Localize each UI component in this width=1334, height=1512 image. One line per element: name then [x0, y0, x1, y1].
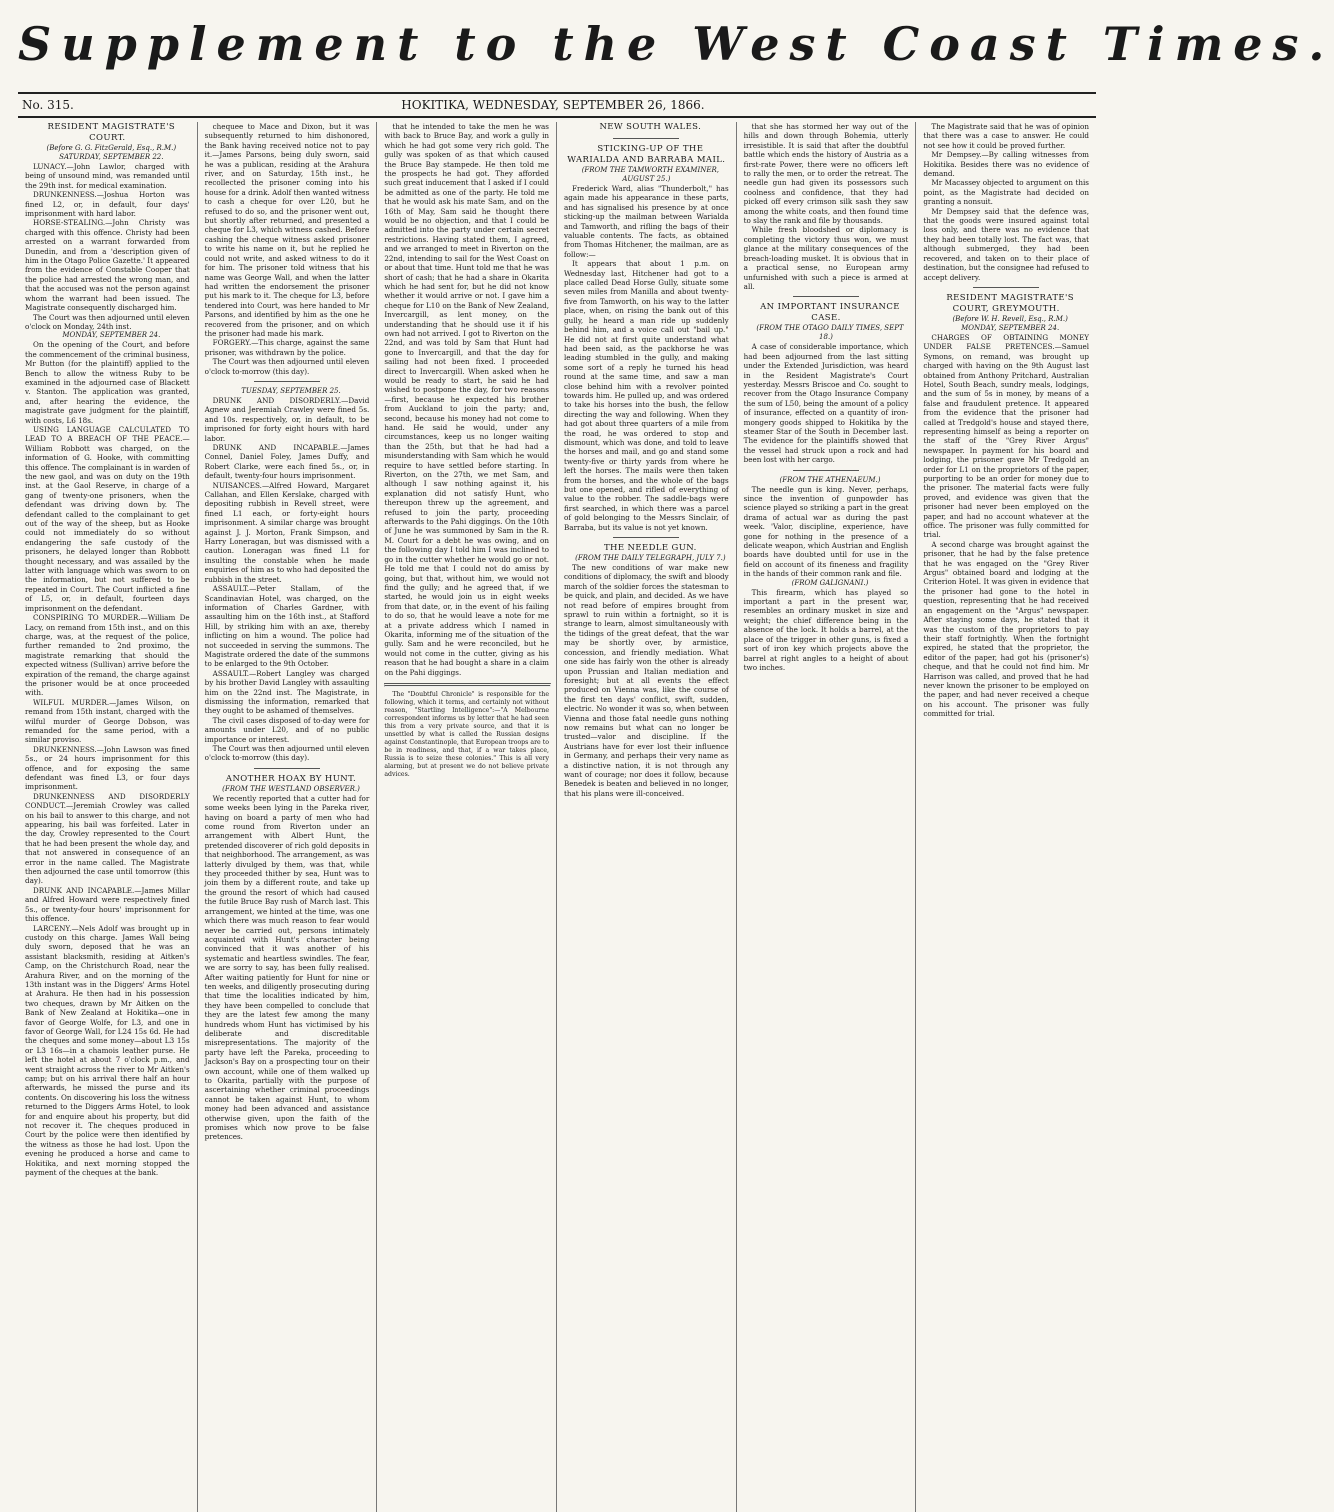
paragraph: This firearm, which has played so important a part in the present war, resembles an ordinary musket in size and weight; the chief difference being in the absence of the lock. It holds a barrel, at the place of the trigger in other guns, is fixed a sort of iron key which projects above the barrel at right angles to a height of about two inches.: [743, 587, 909, 672]
paragraph: The Magistrate said that he was of opinion that there was a case to answer. He could not see how it could be proved further.: [923, 122, 1089, 150]
section-source: (FROM THE ATHENAEUM.): [779, 475, 881, 484]
section-subheading: (Before W. H. Revell, Esq., R.M.): [952, 314, 1068, 323]
section-source: (FROM THE TAMWORTH EXAMINER, AUGUST 25.): [581, 166, 719, 183]
issue-number: No. 315.: [22, 98, 74, 112]
paragraph: The needle gun is king. Never, perhaps, since the invention of gunpowder has science played so striking a part in the great drama of actual war as during the past week. 'Valor, discipline, experience, have gone for nothing in the presence of a delicate weapon, which Austrian and English boards have doubted until for use in the field on account of its fineness and fragility in the hands of their common rank and file.: [743, 484, 909, 579]
section-source: (FROM GALIGNANI.): [791, 578, 869, 587]
paragraph: chequee to Mace and Dixon, but it was subsequently returned to him dishonored, the Bank having received notice not to pay it.—James Parsons, being duly sworn, said he was a publican, residing at the Arahura river, and on Saturday, 15th inst., he recollected the prisoner coming into his house for a drink. Adolf then wanted witness to cash a cheque for over L20, but he refused to do so, and the prisoner went out, but shortly after returned, and presented a cheque for L3, which witness cashed. Before cashing the cheque witness asked prisoner to write his name on it, but he replied he could not write, and asked witness to do it for him. The prisoner told witness that his name was George Wall, and when the latter had written the endorsement the prisoner put his mark to it. The cheque for L3, before tendered into Court, was here handed to Mr Parsons, and identified by him as the one he recovered from the prisoner, and on which the prisoner had made his mark.: [204, 122, 370, 338]
paragraph: that she has stormed her way out of the hills and down through Bohemia, utterly irresistible. It is said that after the doubtful battle which ends the history of Austria as a first-rate Power, there were no officers left to rally the men, or to order the retreat. The needle gun had given its possessors such coolness and confidence, that they had picked off every crimson silk sash they saw among the white coats, and then found time to slay the rank and file by thousands.: [743, 122, 909, 226]
paragraph: The new conditions of war make new conditions of diplomacy, the swift and bloody march of the soldier forces the statesman to be quick, and plain, and decided. As we have not read before of empires brought from sprawl to ruin within a fortnight, so it is strange to learn, almost simultaneously with the tidings of the great defeat, that the war may be shortly over, by armistice, concession, and friendly mediation. What one side has fairly won the other is already upon Prussian and Italian mediation and foresight; but at all events the effect produced on Vienna was, like the course of the first ten days' conflict, swift, sudden, electric. No wonder it was so, when between Vienna and those fatal needle guns nothing now remains but what can no longer be trusted—valor and discipline. If the Austrians have for ever lost their influence in Germany, and perhaps their very name as a distinctive nation, it is not through any want of courage; nor does it follow, because Benedek is beaten and believed in no longer, that his plans were ill-conceived.: [564, 563, 729, 798]
article-heading: STICKING-UP OF THE WARIALDA AND BARRABA MAIL.: [567, 144, 726, 165]
paragraph: DRUNK AND INCAPABLE.—James Connel, Daniel Foley, James Duffy, and Robert Clarke, were each fined 5s., or, in default, twenty-four hours imprisonment.: [204, 443, 370, 481]
article-heading: AN IMPORTANT INSURANCE CASE.: [760, 302, 900, 324]
section-source: (FROM THE OTAGO DAILY TIMES, SEPT 18.): [756, 324, 904, 342]
place-date: HOKITIKA, WEDNESDAY, SEPTEMBER 26, 1866.: [401, 98, 705, 112]
paragraph: The Court was then adjourned until eleven o'clock on Monday, 24th inst.: [25, 312, 190, 331]
paragraph: Mr Dempsey said that the defence was, that the goods were insured against total loss only, and there was no evidence that they had been totally lost. The fact was, that although submerged, they had been recovered, and taken on to their place of destination, but the consignee had refused to accept delivery.: [923, 206, 1089, 282]
paragraph: While fresh bloodshed or diplomacy is completing the victory thus won, we must glance at the military consequences of the breach-loading musket. It is obvious that in a practical sense, no European army unfurnished with such a piece is armed at all.: [743, 225, 909, 291]
court-day: TUESDAY, SEPTEMBER 25.: [241, 386, 341, 395]
column-2: [198, 122, 378, 1512]
divider: [973, 287, 1039, 288]
paragraph: USING LANGUAGE CALCULATED TO LEAD TO A BREACH OF THE PEACE.—William Robbott was charged, on the information of G. Hooke, with committing this offence. The complainant is in warden of the new gaol, and was on duty on the 19th inst. at the Gaol Reserve, in charge of a gang of twenty-one prisoners, when the defendant was driving down by. The defendant called to the complainant to get out of the way of the sheep, but as Hooke could not immediately do so without endangering the safe custody of the prisoners, he delayed longer than Robbott thought necessary, and was assailed by the latter with language which was sworn to on the information, but not suffered to be repeated in Court. The Court inflicted a fine of L5, or, in default, fourteen days imprisonment on the defendant.: [25, 424, 190, 613]
court-day: MONDAY, SEPTEMBER 24.: [961, 323, 1060, 332]
divider: [613, 138, 679, 139]
section-source: (FROM THE WESTLAND OBSERVER.): [222, 784, 360, 793]
section-heading: ANOTHER HOAX BY HUNT.: [225, 773, 357, 784]
column-6: [916, 122, 1096, 1512]
section-heading: NEW SOUTH WALES.: [599, 122, 702, 132]
paragraph: LARCENY.—Nels Adolf was brought up in custody on this charge. James Wall being duly sworn, deposed that he was an assistant blacksmith, residing at Aitken's Camp, on the Christchurch Road, near the Arahura River, and on the morning of the 13th instant was in the Diggers' Arms Hotel at Arahura. He then had in his possession two cheques, drawn by Mr Aitken on the Bank of New Zealand at Hokitika—one in favor of George Wolfe, for L3, and one in favor of George Wall, for L24 15s 6d. He had the cheques and some money—about L3 15s or L3 16s—in a chamois leather purse. He left the hotel at about 7 o'clock p.m., and went straight across the river to Mr Aitken's camp; but on his arrival there half an hour afterwards, he missed the purse and its contents. On discovering his loss the witness returned to the Diggers Arms Hotel, to look for and enquire about his property, but did not recover it. The cheques produced in Court by the police were then identified by the witness as those he had lost. Upon the evening he produced a horse and came to Hokitika, and next morning stopped the payment of the cheques at the bank.: [25, 923, 190, 1178]
paragraph: ASSAULT.—Peter Stallam, of the Scandinavian Hotel, was charged, on the information of Charles Gardner, with assaulting him on the 16th inst., at Stafford Hill, by striking him with an axe, thereby inflicting on him a wound. The police had not succeeded in serving the summons. The Magistrate ordered the date of the summons to be enlarged to the 9th October.: [204, 584, 370, 669]
section-heading: RESIDENT MAGISTRATE'S COURT.: [47, 122, 176, 143]
paragraph: A case of considerable importance, which had been adjourned from the last sitting under the Extended Jurisdiction, was heard in the Resident Magistrate's Court yesterday. Messrs Briscoe and Co. sought to recover from the Otago Insurance Company the sum of L50, being the amount of a policy of insurance, effected on a quantity of iron-mongery goods shipped to Hokitika by the steamer Star of the South in December last. The evidence for the plaintiffs showed that the vessel had struck upon a rock and had been lost with her cargo.: [743, 342, 909, 465]
court-day: SATURDAY, SEPTEMBER 22.: [59, 153, 164, 161]
court-day: MONDAY, SEPTEMBER 24.: [62, 331, 161, 340]
paragraph: It appears that about 1 p.m. on Wednesday last, Hitchener had got to a place called Dead Horse Gully, situate some seven miles from Manilla and about twenty-five from Tamworth, on his way to the latter place, when, on rising the bank out of this gully, he heard a man ride up suddenly behind him, and a voice call out "bail up." He did not at first quite understand what had been said, as the packhorse he was leading stumbled in the gully, and making some sort of a reply he turned his head round at the same time, and saw a man close behind him with a revolver pointed towards him. He pulled up, and was ordered to take his horses into the bush, the fellow directing the way and following. When they had got about three quarters of a mile from the road, he was ordered to stop and dismount, which was done, and told to leave the horses and mail, and go and stand some twenty-five or thirty yards from where he left the horses. The mails were then taken from the horses, and the whole of the bags but one opened, and rifled of everything of value to the robber. The saddle-bags were first searched, in which there was a parcel of gold belonging to the Messrs Sinclair, of Barraba, but its value is not yet known.: [564, 259, 729, 532]
paragraph: Mr Dempsey.—By calling witnesses from Hokitika. Besides there was no evidence of demand.: [923, 150, 1089, 179]
paragraph: HORSE-STEALING.—John Christy was charged with this offence. Christy had been arrested on a warrant forwarded from Dunedin, and from a 'description given of him in the Otago Police Gazette.' It appeared from the evidence of Constable Cooper that the police had arrested the wrong man, and that the accused was not the person against whom the warrant had been issued. The Magistrate consequently discharged him.: [25, 218, 190, 313]
section-subheading: (Before G. G. FitzGerald, Esq., R.M.): [46, 144, 177, 152]
section-source: (FROM THE DAILY TELEGRAPH, JULY 7.): [575, 554, 726, 563]
divider: [793, 470, 859, 471]
section-heading: RESIDENT MAGISTRATE'S COURT, GREYMOUTH.: [946, 292, 1074, 314]
paragraph: that he intended to take the men he was with back to Bruce Bay, and work a gully in which he had got some very rich gold. The gully was spoken of as that which caused the Bruce Bay stampede. He then told me the prospects he had got. They afforded such great inducement that I asked if I could be admitted as one of the party. He told me that he would ask his mate Sam, and on the 16th of May, Sam said he thought there would be no objection, and that I could be admitted into the party under certain secret restrictions. Having stated them, I agreed, and we arranged to meet in Riverton on the 22nd, intending to sail for the West Coast on or about that time. Hunt told me that he was short of cash; that he had a share in Okarita which he had sent for, but he did not know whether it would arrive or not. I gave him a cheque for L10 on the Bank of New Zealand, Invercargill, as lent money, on the understanding that he should use it if his own had not arrived. I got to Riverton on the 22nd, and was told by Sam that Hunt had gone to Invercargill, and that the day for sailing had not been fixed. I proceeded direct to Invercargill. When asked when he would be ready to start, he said he had wished to postpone the day, for two reasons—first, because he expected his brother from Auckland to join the party; and, second, because his money had not come to hand. He said he would, under any circumstances, keep us no longer waiting than the 25th, but that he had had a misunderstanding with Sam which he would require to have settled before starting. In Riverton, on the 27th, we met Sam, and although I saw nothing against it, his explanation did not satisfy Hunt, who thereupon threw up the agreement, and refused to join the party, proceeding afterwards to the Pahi diggings. On the 10th of June he was summoned by Sam in the R. M. Court for a debt he was owing, and on the following day I told him I was inclined to go in the cutter whether he would go or not. He told me that I could not do amiss by going, but that, without him, we would not find the gully; and he agreed that, if we started, he would join us in eight weeks from that date, or, in the event of his failing to do so, that he would leave a note for me at a private address which I named in Okarita, informing me of the situation of the gully. Sam and he were reconciled, but he would not come in the cutter, giving as his reason that he had bought a share in a claim on the Pahi diggings.: [384, 122, 549, 677]
paragraph: DRUNKENNESS AND DISORDERLY CONDUCT.—Jeremiah Crowley was called on his bail to answer to this charge, and not appearing, his bail was forfeited. Later in the day, Crowley represented to the Court that he had been present the whole day, and that not answered in consequence of an error in the name called. The Magistrate then adjourned the case until tomorrow (this day).: [25, 791, 190, 886]
paragraph: We recently reported that a cutter had for some weeks been lying in the Pareka river, having on board a party of men who had come round from Riverton under an arrangement with Albert Hunt, the pretended discoverer of rich gold deposits in that neighborhood. The arrangement, as was latterly divulged by them, was that, while they proceeded thither by sea, Hunt was to join them by a different route, and take up the ground the resort of which had caused the futile Bruce Bay rush of March last. This arrangement, we hinted at the time, was one which there was much reason to fear would never be carried out, persons intimately acquainted with Hunt's character being convinced that it was another of his systematic and heartless swindles. The fear, we are sorry to say, has been fully realised. After waiting patiently for Hunt for nine or ten weeks, and diligently prosecuting during that time the localities indicated by him, they have been compelled to conclude that they are the latest few among the many hundreds whom Hunt has victimised by his deliberate and discreditable misrepresentations. The majority of the party have left the Pareka, proceeding to Jackson's Bay on a prospecting tour on their own account, while one of them walked up to Okarita, partially with the purpose of ascertaining whether criminal proceedings cannot be taken against Hunt, to whom money had been advanced and assistance otherwise given, upon the faith of the promises which now prove to be false pretences.: [204, 793, 370, 1142]
paragraph: Mr Macassey objected to argument on this point, as the Magistrate had decided on granting a nonsuit.: [923, 178, 1089, 207]
paragraph: DRUNKENNESS.—Joshua Horton was fined L2, or, in default, four days' imprisonment with hard labor.: [25, 190, 190, 219]
divider: [613, 537, 679, 538]
column-3: [377, 122, 557, 1512]
masthead-title: Supplement to the West Coast Times.: [18, 17, 1334, 71]
paragraph: Frederick Ward, alias "Thunderbolt," has again made his appearance in these parts, and has signalised his presence by at once sticking-up the mailman between Warialda and Tamworth, and rifling the bags of their valuable contents. The facts, as obtained from Thomas Hitchener, the mailman, are as follow:—: [564, 184, 729, 259]
paragraph: DRUNK AND DISORDERLY.—David Agnew and Jeremiah Crawley were fined 5s. and 10s. respectively, or, in default, to be imprisoned for forty eight hours with hard labor.: [204, 395, 370, 443]
article-columns: [18, 122, 1096, 1512]
column-5: [737, 122, 917, 1512]
divider: [254, 768, 320, 769]
divider: [793, 296, 859, 297]
divider: [384, 683, 551, 687]
paragraph: LUNACY.—John Lawlor, charged with being of unsound mind, was remanded until the 29th inst. for medical examination.: [25, 162, 190, 190]
paragraph: DRUNK AND INCAPABLE.—James Millar and Alfred Howard were respectively fined 5s., or twenty-four hours' imprisonment for this offence.: [25, 885, 190, 924]
paragraph: The Court was then adjourned until eleven o'clock to-morrow (this day).: [204, 744, 370, 763]
paragraph: NUISANCES.—Alfred Howard, Margaret Callahan, and Ellen Kerslake, charged with depositing rubbish in Revell street, were fined L1 each, or forty-eight hours imprisonment. A similar charge was brought against J. J. Morton, Frank Simpson, and Harry Loneragan, but was dismissed with a caution. Loneragan was fined L1 for insulting the constable when he made enquiries of him as to who had deposited the rubbish in the street.: [204, 480, 370, 584]
column-1: [18, 122, 198, 1512]
paragraph: CHARGES OF OBTAINING MONEY UNDER FALSE PRETENCES.—Samuel Symons, on remand, was brought up charged with having on the 9th August last obtained from Anthony Pritchard, Australian Hotel, South Beach, sundry meals, lodgings, and the sum of 5s in money, by means of a false and fraudulent pretence. It appeared from the evidence that the prisoner had called at Tredgold's house and stayed there, representing himself as being a reporter on the staff of the "Grey River Argus" newspaper. In payment for his board and lodging, the prisoner gave Mr Tredgold an order for L1 on the proprietors of the paper, purporting to be an order for money due to the prisoner. The material facts were fully proved, and evidence was given that the prisoner had never been employed on the paper, and had no account whatever at the office. The prisoner was fully committed for trial.: [923, 332, 1089, 540]
paragraph: DRUNKENNESS.—John Lawson was fined 5s., or 24 hours imprisonment for this offence, and for exposing the same defendant was fined L3, or four days imprisonment.: [25, 744, 190, 792]
paragraph: WILFUL MURDER.—James Wilson, on remand from 15th instant, charged with the wilful murder of George Dobson, was remanded for the same period, with a similar proviso.: [25, 697, 190, 745]
footnote: The "Doubtful Chronicle" is responsible for the following, which it terms, and certainly not without reason, "Startling Intelligence":—"A Melbourne correspondent informs us by letter that he had seen this from a very private source, and that it is unsettled by what is called the Russian designs against Constantinople, that European troops are to be in readiness, and that, if a war takes place, Russia is to seize these colonies." This is all very alarming, but at present we do not believe private advices.: [384, 690, 549, 778]
paragraph: A second charge was brought against the prisoner, that he had by the false pretence that he was engaged on the "Grey River Argus" obtained board and lodging at the Criterion Hotel. It was given in evidence that the prisoner had gone to the hotel in question, representing that he had received an engagement on the "Argus" newspaper. After staying some days, he stated that it was the custom of the proprietors to pay their staff fortnightly. When the fortnight expired, he stated that the proprietor, the editor of the paper, had got his (prisoner's) cheque, and that he could not find him. Mr Harrison was called, and proved that he had never known the prisoner to be employed on the paper, and had never received a cheque on his account. The prisoner was fully committed for trial.: [923, 539, 1089, 719]
paragraph: ASSAULT.—Robert Langley was charged by his brother David Langley with assaulting him on the 22nd inst. The Magistrate, in dismissing the information, remarked that they ought to be ashamed of themselves.: [204, 668, 370, 716]
divider: [254, 381, 320, 382]
article-heading: THE NEEDLE GUN.: [603, 543, 697, 554]
paragraph: The Court was then adjourned until eleven o'clock to-morrow (this day).: [204, 357, 370, 376]
paragraph: The civil cases disposed of to-day were for amounts under L20, and of no public importance or interest.: [204, 715, 370, 744]
paragraph: On the opening of the Court, and before the commencement of the criminal business, Mr Button (for the plaintiff) applied to the Bench to allow the witness Ruby to be examined in the adjourned case of Blackett v. Stanton. The application was granted, and, after hearing the evidence, the magistrate gave judgment for the plaintiff, with costs, L6 18s.: [25, 340, 190, 425]
paragraph: FORGERY.—This charge, against the same prisoner, was withdrawn by the police.: [204, 338, 370, 357]
paragraph: CONSPIRING TO MURDER.—William De Lacy, on remand from 15th inst., and on this charge, was, at the request of the police, further remanded to 2nd proximo, the magistrate remarking that should the expected witness (Sullivan) arrive before the expiration of the remand, the charge against the prisoner would be at once proceeded with.: [25, 613, 190, 698]
dateline: [18, 92, 1096, 118]
column-4: [557, 122, 737, 1512]
